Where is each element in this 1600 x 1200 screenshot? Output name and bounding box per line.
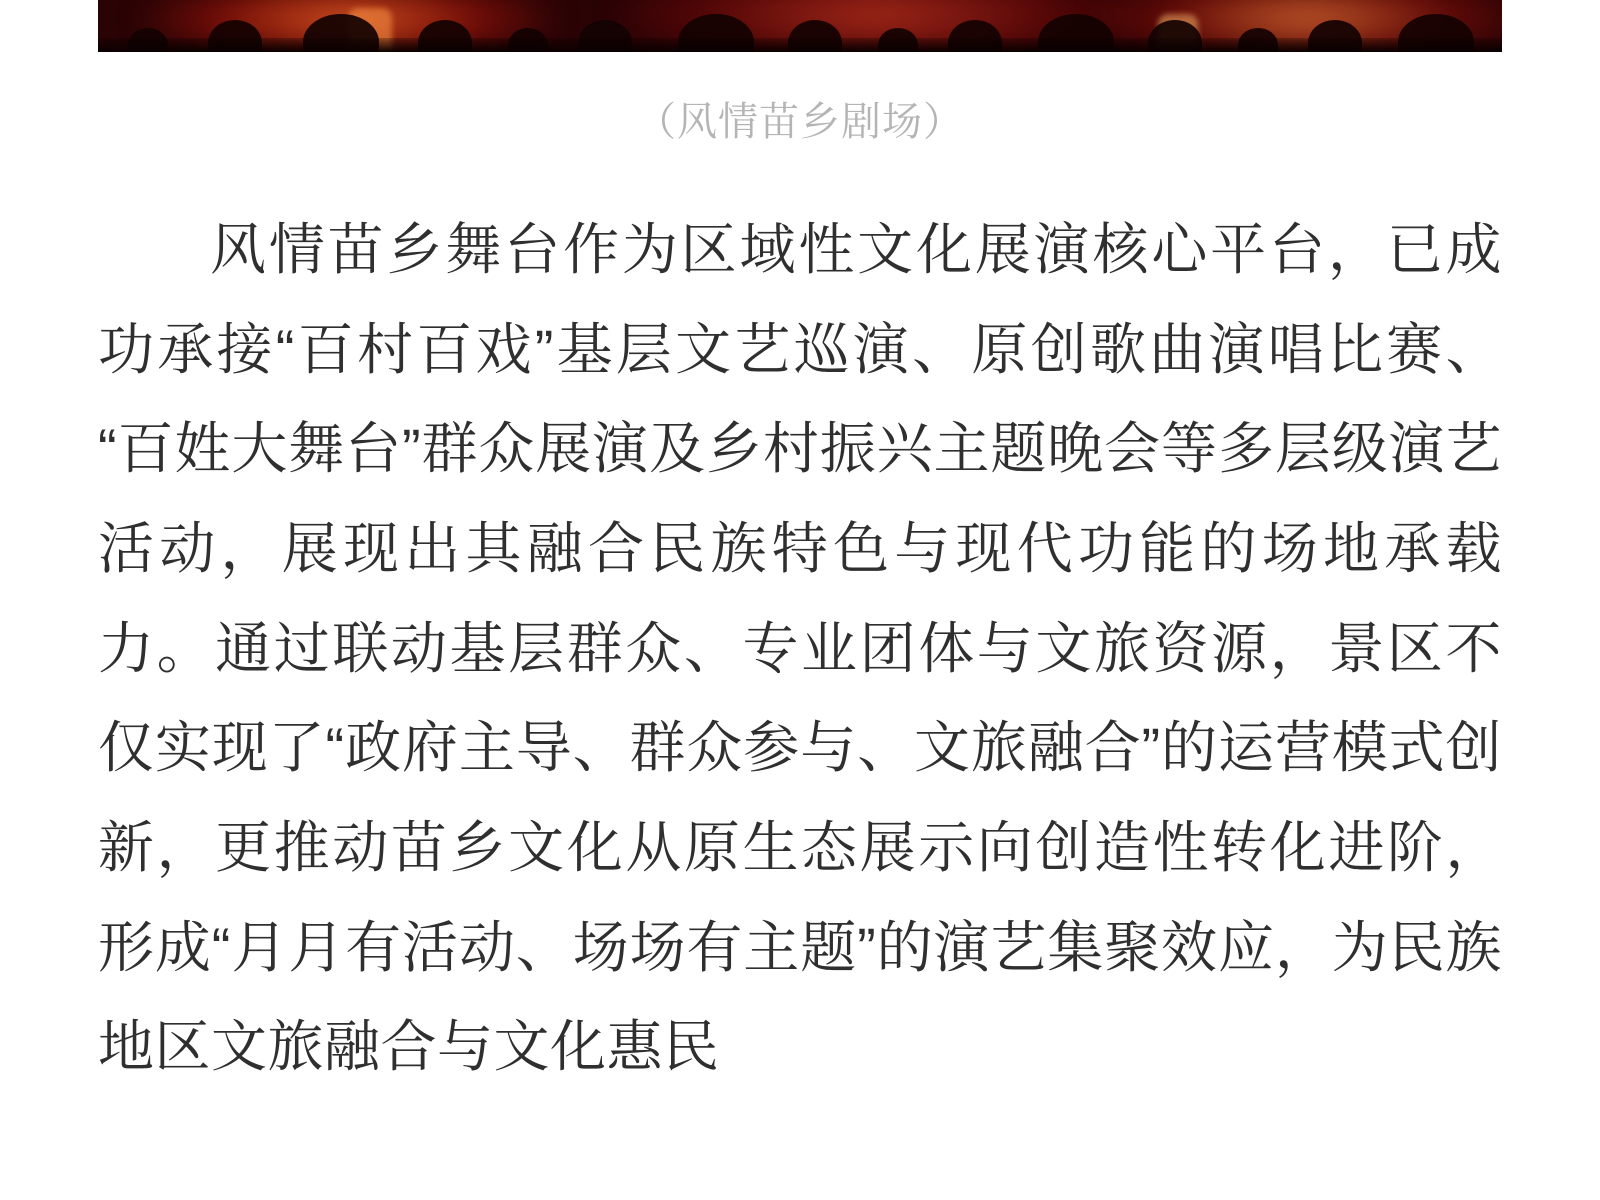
article-body — [98, 200, 1502, 1097]
photo-bottom-shadow — [98, 38, 1502, 52]
body-paragraph: 风情苗乡舞台作为区域性文化展演核心平台，已成功承接“百村百戏”基层文艺巡演、原创歌曲演唱比赛、“百姓大舞台”群众展演及乡村振兴主题晚会等多层级演艺活动，展现出其融合民族特色与现代功能的场地承载力。通过联动基层群众、专业团体与文旅资源，景区不仅实现了“政府主导、群众参与、文旅融合”的运营模式创新，更推动苗乡文化从原生态展示向创造性转化进阶，形成“月月有活动、场场有主题”的演艺集聚效应，为民族地区文旅融合与文化惠民 — [98, 218, 1502, 1079]
stage-performance-photo — [98, 0, 1502, 52]
photo-caption: （风情苗乡剧场） — [636, 100, 964, 144]
